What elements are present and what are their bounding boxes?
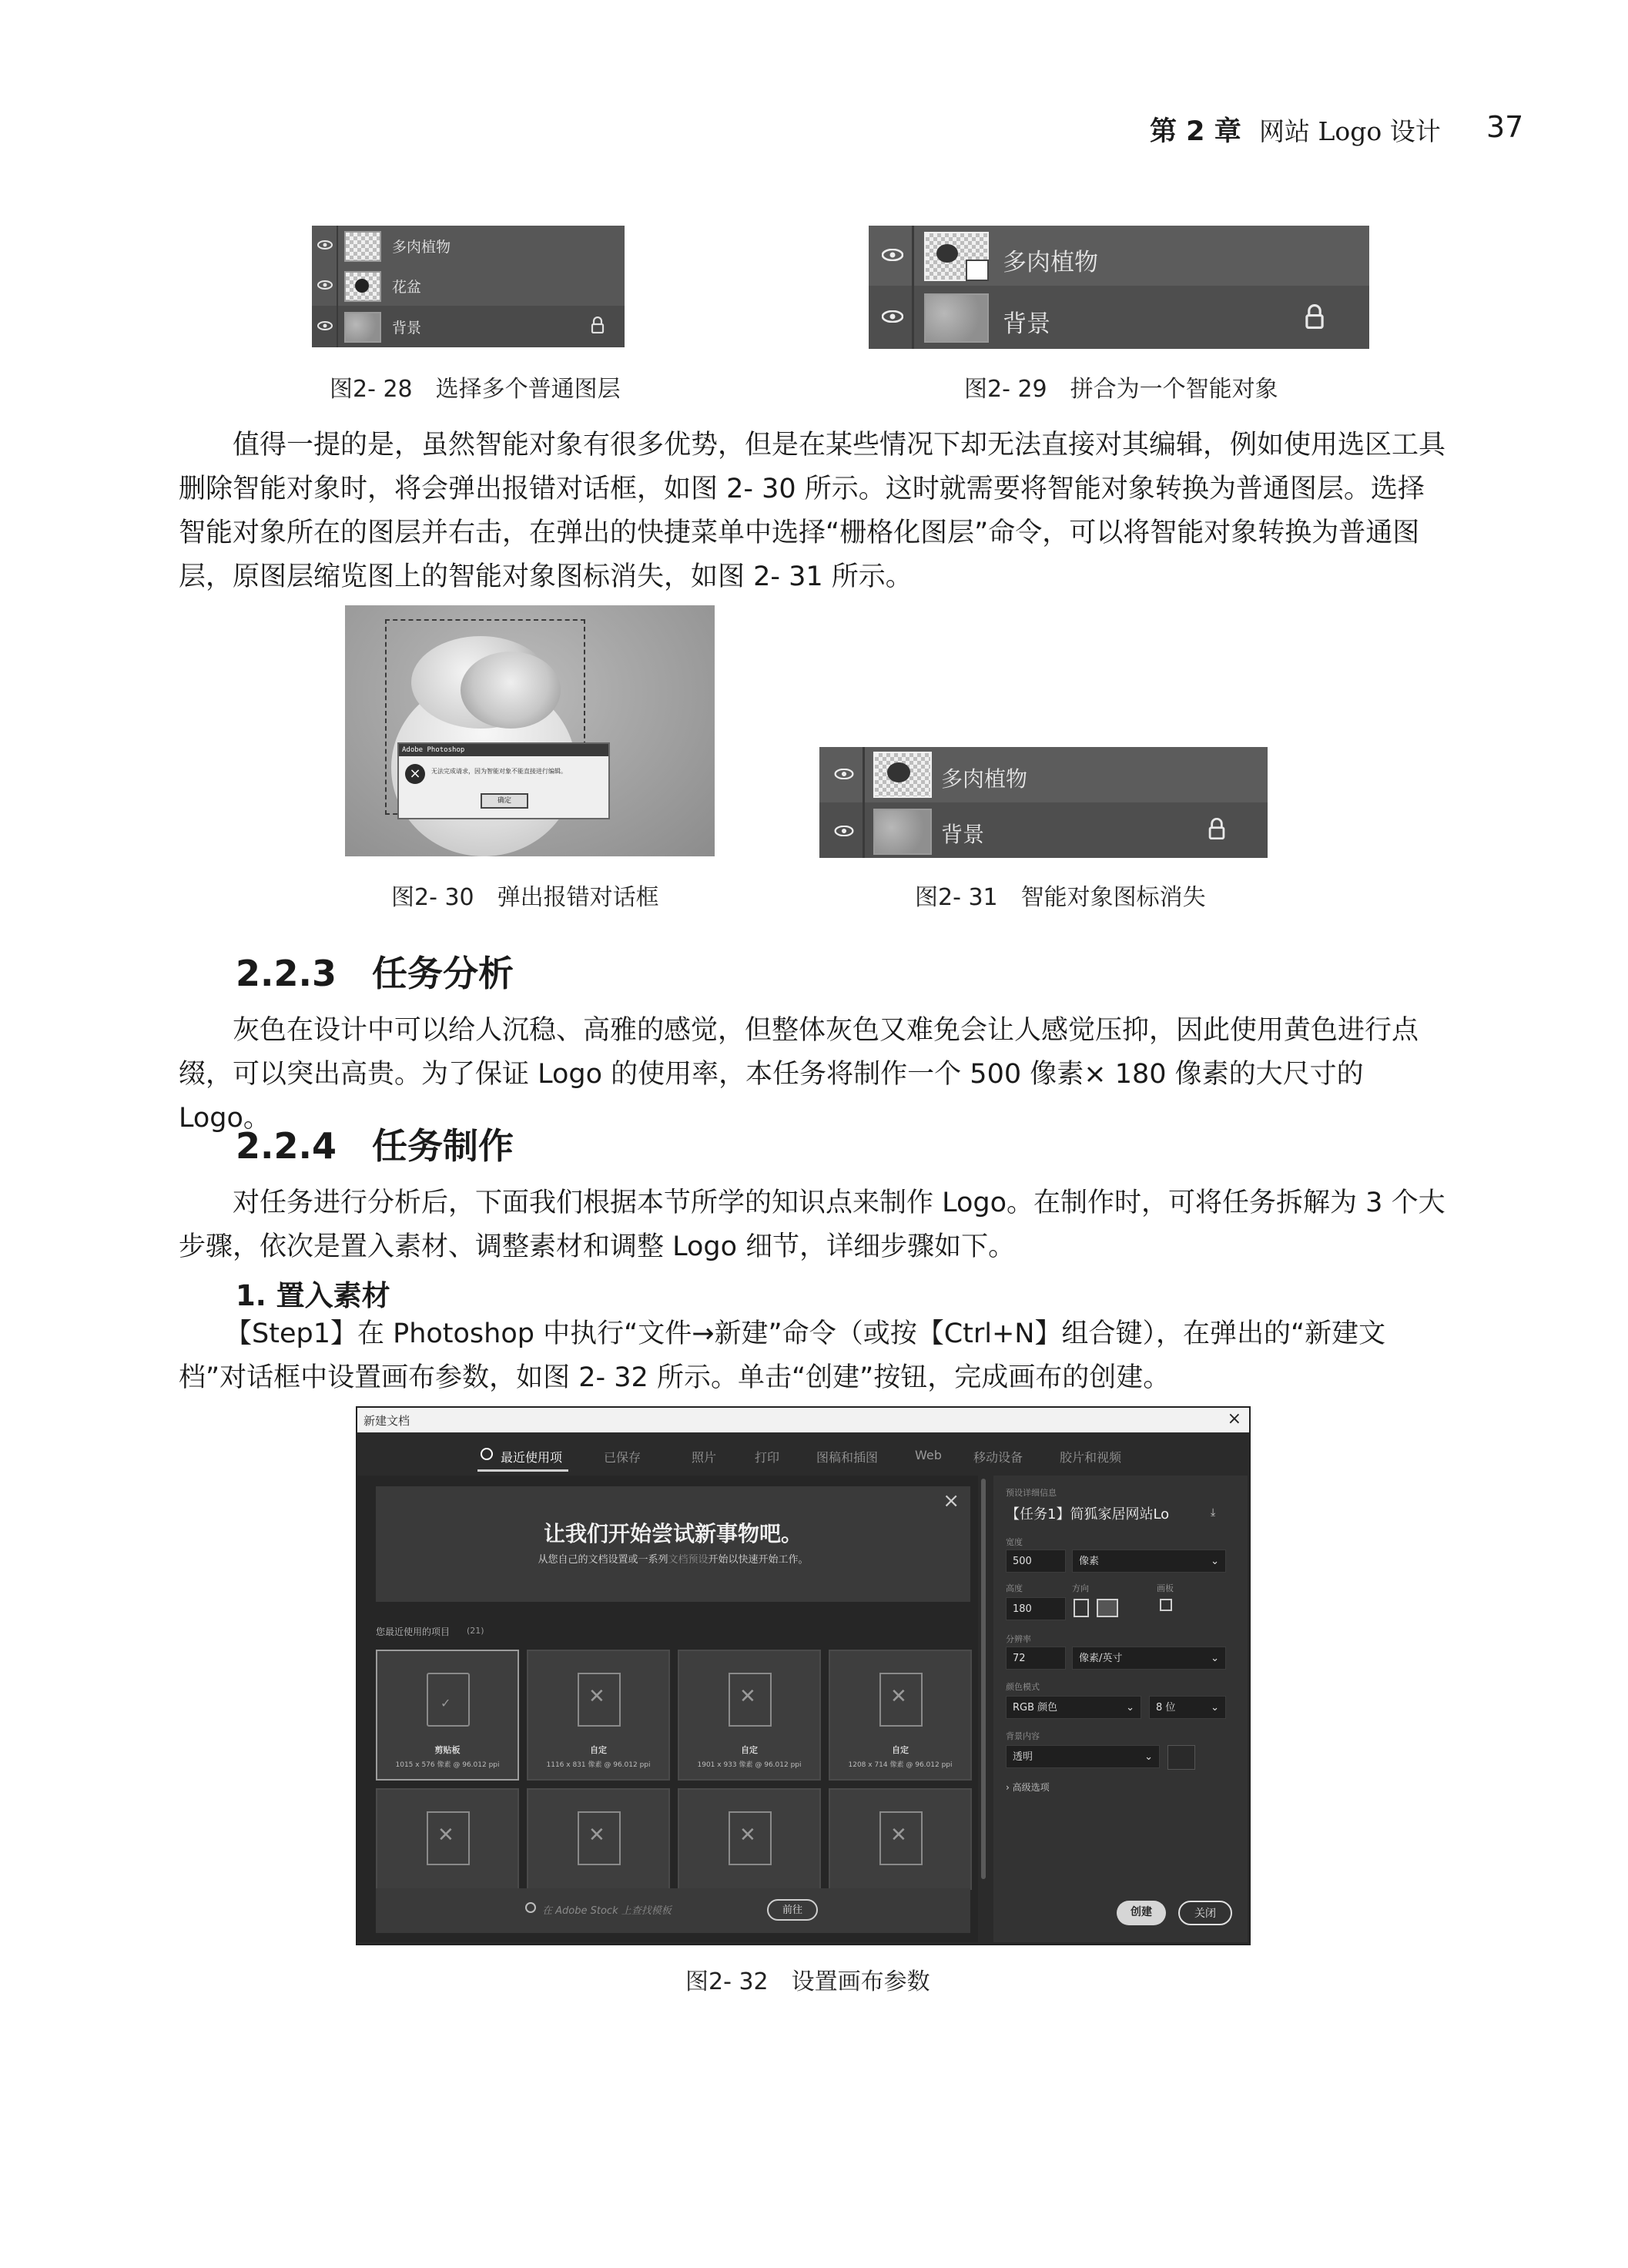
search-icon xyxy=(525,1902,536,1913)
landscape-icon[interactable] xyxy=(1097,1599,1118,1617)
tab-saved[interactable]: 已保存 xyxy=(604,1450,641,1465)
layer-row[interactable] xyxy=(869,226,1369,288)
layer-name: 多肉植物 xyxy=(941,766,1028,792)
smart-object-thumbnail xyxy=(924,232,989,281)
section-heading-223: 2.2.3 任务分析 xyxy=(236,953,514,994)
document-icon: ✕ xyxy=(578,1673,621,1727)
fig30-photo xyxy=(345,605,715,856)
dialog-title: Adobe Photoshop xyxy=(399,744,608,756)
chevron-down-icon: ⌄ xyxy=(1211,1556,1219,1567)
layer-name: 多肉植物 xyxy=(392,239,451,256)
eye-icon[interactable] xyxy=(881,246,904,264)
preset-link[interactable]: 文档预设 xyxy=(668,1554,708,1566)
card-meta: 1015 x 576 像素 @ 96.012 ppi xyxy=(395,1761,500,1769)
tab-web[interactable]: Web xyxy=(915,1448,942,1462)
layer-thumbnail xyxy=(873,752,932,798)
background-select[interactable]: 透明 ⌄ xyxy=(1006,1745,1160,1768)
height-label: 高度 xyxy=(1006,1583,1023,1593)
recent-label: 您最近使用的项目 xyxy=(376,1626,451,1637)
layer-name: 多肉植物 xyxy=(1003,249,1098,276)
banner-subtitle: 从您自己的文档设置或一系列文档预设开始以快速开始工作。 xyxy=(538,1554,809,1566)
smart-object-icon xyxy=(966,260,989,281)
dialog-message: 无法完成请求，因为智能对象不能直接进行编辑。 xyxy=(431,768,567,775)
card-meta: 1901 x 933 像素 @ 96.012 ppi xyxy=(697,1761,802,1769)
create-button[interactable]: 创建 xyxy=(1117,1901,1166,1925)
document-icon: ✕ xyxy=(729,1811,772,1865)
recent-doc-card[interactable] xyxy=(829,1650,972,1781)
welcome-banner xyxy=(376,1486,970,1602)
resolution-unit-select[interactable]: 像素/英寸 ⌄ xyxy=(1072,1647,1226,1670)
chevron-right-icon: › xyxy=(1006,1782,1013,1793)
close-icon[interactable]: × xyxy=(1227,1409,1241,1429)
stock-search-bar xyxy=(376,1888,970,1933)
lock-icon xyxy=(1208,818,1226,843)
paragraph-223: 灰色在设计中可以给人沉稳、高雅的感觉，但整体灰色又难免会让人感觉压抑，因此使用黄色进行点缀，可以突出高贵。为了保证 Logo 的使用率，本任务将制作一个 500 像素× 180 像素的大尺寸的 Logo。 xyxy=(179,1015,1419,1134)
card-meta: 1208 x 714 像素 @ 96.012 ppi xyxy=(848,1761,953,1769)
banner-close-icon[interactable]: × xyxy=(943,1489,960,1513)
recent-doc-card[interactable] xyxy=(527,1788,670,1890)
document-icon: ✕ xyxy=(879,1811,923,1865)
eye-icon[interactable] xyxy=(317,278,333,292)
layer-row[interactable] xyxy=(312,266,625,307)
layer-thumbnail xyxy=(344,231,381,262)
resolution-input[interactable]: 72 xyxy=(1006,1647,1066,1670)
layer-row[interactable] xyxy=(312,226,625,267)
fig30-caption: 图2- 30 弹出报错对话框 xyxy=(391,884,659,911)
layer-row[interactable] xyxy=(819,802,1268,858)
width-unit-select[interactable]: 像素 ⌄ xyxy=(1072,1549,1226,1573)
tab-recent[interactable]: 最近使用项 xyxy=(501,1450,563,1465)
preset-details-pane xyxy=(993,1476,1248,1942)
layer-row[interactable] xyxy=(312,306,625,347)
recent-doc-card[interactable] xyxy=(829,1788,972,1890)
fig28-caption: 图2- 28 选择多个普通图层 xyxy=(330,376,621,403)
chevron-down-icon: ⌄ xyxy=(1144,1751,1153,1763)
fig29-caption: 图2- 29 拼合为一个智能对象 xyxy=(964,376,1278,403)
dialog-ok-button[interactable]: 确定 xyxy=(481,793,528,809)
recent-doc-card[interactable] xyxy=(376,1650,519,1781)
width-label: 宽度 xyxy=(1006,1537,1023,1547)
section-heading-224: 2.2.4 任务制作 xyxy=(236,1125,514,1167)
save-preset-icon[interactable]: ⤓ xyxy=(1211,1506,1216,1519)
fig31-caption: 图2- 31 智能对象图标消失 xyxy=(915,884,1206,911)
document-icon: ✕ xyxy=(427,1811,470,1865)
card-name: 自定 xyxy=(590,1745,607,1755)
eye-icon[interactable] xyxy=(317,238,333,252)
stock-search-input[interactable]: 在 Adobe Stock 上查找模板 xyxy=(542,1905,672,1917)
eye-icon[interactable] xyxy=(881,307,904,326)
fig32-caption: 图2- 32 设置画布参数 xyxy=(685,1968,930,1995)
layer-name: 背景 xyxy=(941,822,985,847)
recent-count: (21) xyxy=(467,1626,484,1636)
resolution-label: 分辨率 xyxy=(1006,1634,1031,1644)
dialog-title: 新建文档 xyxy=(363,1414,410,1428)
paragraph-smart-object: 值得一提的是，虽然智能对象有很多优势，但是在某些情况下却无法直接对其编辑，例如使用选区工具删除智能对象时，将会弹出报错对话框，如图 2- 30 所示。这时就需要将智能对象转换为普通图层。选择智能对象所在的图层并右击，在弹出的快捷菜单中选择“栅格化图层”命令，可以将智能对象转换为普通图层，原图层缩览图上的智能对象图标消失，如图 2- 31 所示。 xyxy=(179,430,1446,592)
layer-thumbnail xyxy=(873,809,932,855)
eye-icon[interactable] xyxy=(833,765,855,782)
layer-row[interactable] xyxy=(869,286,1369,349)
paragraph-224: 对任务进行分析后，下面我们根据本节所学的知识点来制作 Logo。在制作时，可将任务拆解为 3 个大步骤，依次是置入素材、调整素材和调整 Logo 细节，详细步骤如下。 xyxy=(179,1188,1445,1262)
layer-thumbnail xyxy=(344,271,381,302)
layer-row[interactable] xyxy=(819,747,1268,805)
card-name: 自定 xyxy=(741,1745,758,1755)
tab-photo[interactable]: 照片 xyxy=(692,1450,717,1465)
banner-title: 让我们开始尝试新事物吧。 xyxy=(543,1521,802,1546)
background-color-swatch[interactable] xyxy=(1167,1745,1195,1770)
clipboard-icon: ✓ xyxy=(427,1673,470,1727)
layer-name: 背景 xyxy=(392,320,422,337)
chevron-down-icon: ⌄ xyxy=(1126,1702,1134,1714)
tab-print[interactable]: 打印 xyxy=(755,1450,780,1465)
recent-doc-card[interactable] xyxy=(678,1650,821,1781)
close-button[interactable]: 关闭 xyxy=(1178,1901,1232,1925)
document-icon: ✕ xyxy=(879,1673,923,1727)
chevron-down-icon: ⌄ xyxy=(1211,1702,1219,1714)
eye-icon[interactable] xyxy=(833,822,855,839)
card-name: 剪贴板 xyxy=(434,1745,461,1755)
card-name: 自定 xyxy=(892,1745,909,1755)
chapter-label: 第 2 章 xyxy=(1150,116,1241,147)
tab-film[interactable]: 胶片和视频 xyxy=(1060,1450,1122,1465)
recent-doc-card[interactable] xyxy=(376,1788,519,1890)
colormode-select[interactable]: RGB 颜色 ⌄ xyxy=(1006,1696,1141,1719)
error-icon: × xyxy=(405,764,425,784)
dialog-titlebar xyxy=(357,1408,1249,1432)
chevron-down-icon: ⌄ xyxy=(1211,1653,1219,1664)
fig31-layers-panel xyxy=(819,747,1268,858)
chapter-title: 网站 Logo 设计 xyxy=(1259,116,1441,146)
recent-doc-card[interactable] xyxy=(678,1788,821,1890)
background-label: 背景内容 xyxy=(1006,1731,1040,1741)
page-number: 37 xyxy=(1486,110,1524,144)
tab-mobile[interactable]: 移动设备 xyxy=(973,1450,1023,1465)
layer-name: 花盆 xyxy=(392,279,422,296)
width-input[interactable]: 500 xyxy=(1006,1549,1066,1573)
fig29-layers-panel xyxy=(869,226,1369,349)
colormode-label: 颜色模式 xyxy=(1006,1682,1040,1692)
advanced-options[interactable]: › 高级选项 xyxy=(1006,1782,1050,1793)
document-icon: ✕ xyxy=(578,1811,621,1865)
artboard-label: 画板 xyxy=(1157,1583,1174,1593)
subheading-place-material: 1. 置入素材 xyxy=(236,1279,390,1312)
tab-underline xyxy=(477,1469,568,1472)
portrait-icon[interactable] xyxy=(1074,1599,1089,1617)
orientation-label: 方向 xyxy=(1072,1583,1089,1593)
lock-icon xyxy=(1305,304,1325,332)
fig28-layers-panel xyxy=(312,226,625,347)
preset-name[interactable]: 【任务1】简狐家居网站Lo xyxy=(1006,1506,1170,1523)
go-button[interactable]: 前往 xyxy=(767,1899,818,1921)
clock-icon xyxy=(481,1448,493,1460)
preset-label: 预设详细信息 xyxy=(1006,1488,1057,1498)
layer-thumbnail xyxy=(924,293,989,343)
layer-name: 背景 xyxy=(1003,310,1050,338)
paragraph-step1: 【Step1】在 Photoshop 中执行“文件→新建”命令（或按【Ctrl+N】组合键），在弹出的“新建文档”对话框中设置画布参数，如图 2- 32 所示。单击“创建”按钮，完成画布的创建。 xyxy=(179,1318,1386,1393)
artboard-checkbox[interactable] xyxy=(1160,1599,1172,1611)
tab-art[interactable]: 图稿和插图 xyxy=(816,1450,879,1465)
error-dialog xyxy=(397,742,610,819)
recent-doc-card[interactable] xyxy=(527,1650,670,1781)
height-input[interactable]: 180 xyxy=(1006,1597,1066,1620)
document-icon: ✕ xyxy=(729,1673,772,1727)
new-document-dialog xyxy=(356,1406,1251,1945)
card-meta: 1116 x 831 像素 @ 96.012 ppi xyxy=(546,1761,651,1769)
scrollbar[interactable] xyxy=(981,1479,986,1879)
layer-thumbnail xyxy=(344,312,381,343)
bitdepth-select[interactable]: 8 位 ⌄ xyxy=(1149,1696,1226,1719)
eye-icon[interactable] xyxy=(317,319,333,333)
lock-icon xyxy=(591,317,605,337)
